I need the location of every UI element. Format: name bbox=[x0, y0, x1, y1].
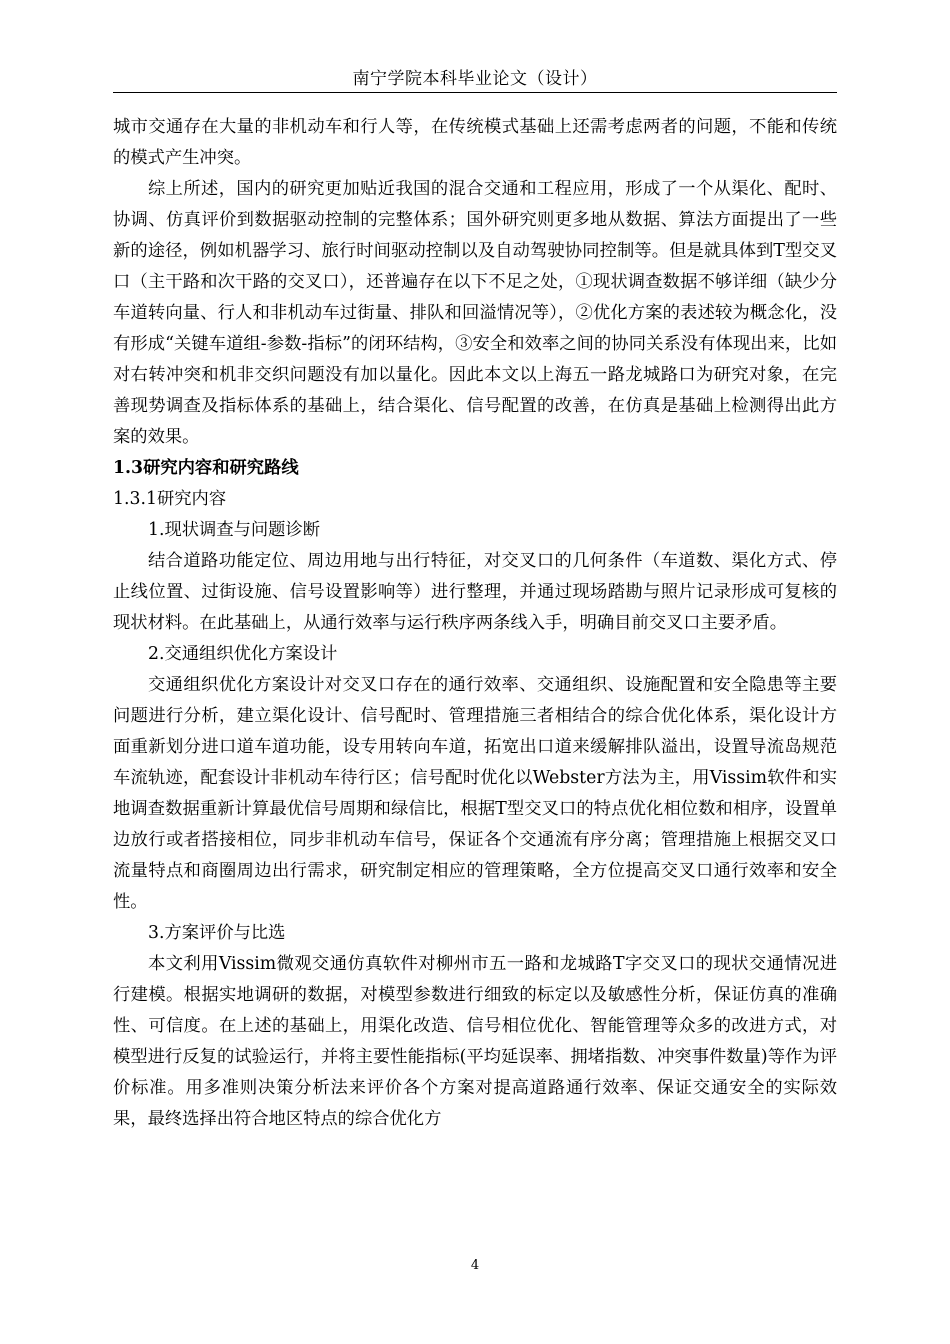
page-header-title: 南宁学院本科毕业论文（设计） bbox=[352, 69, 598, 89]
paragraph-design: 交通组织优化方案设计对交叉口存在的通行效率、交通组织、设施配置和安全隐患等主要问题进行分析，建立渠化设计、信号配时、管理措施三者相结合的综合优化体系，渠化设计方面重新划分进口道车道功能，设专用转向车道，拓宽出口道来缓解排队溢出，设置导流岛规范车流轨迹，配套设计非机动车待行区；信号配时优化以Webster方法为主，用Vissim软件和实地调查数据重新计算最优信号周期和绿信比，根据T型交叉口的特点优化相位数和相序，设置单边放行或者搭接相位，同步非机动车信号，保证各个交通流有序分离；管理措施上根据交叉口流量特点和商圈周边出行需求，研究制定相应的管理策略，全方位提高交叉口通行效率和安全性。 bbox=[113, 675, 837, 912]
main-body bbox=[113, 112, 837, 1135]
list-item-survey: 1.现状调查与问题诊断 bbox=[148, 520, 321, 540]
section-heading-1-3: 1.3研究内容和研究路线 bbox=[113, 458, 299, 478]
subsection-heading-1-3-1: 1.3.1研究内容 bbox=[113, 489, 227, 509]
paragraph-continued: 城市交通存在大量的非机动车和行人等，在传统模式基础上还需考虑两者的问题，不能和传统的模式产生冲突。 bbox=[113, 117, 837, 168]
paragraph-survey: 结合道路功能定位、周边用地与出行特征，对交叉口的几何条件（车道数、渠化方式、停止线位置、过街设施、信号设置影响等）进行整理，并通过现场踏勘与照片记录形成可复核的现状材料。在此基础上，从通行效率与运行秩序两条线入手，明确目前交叉口主要矛盾。 bbox=[113, 551, 837, 633]
paragraph-summary: 综上所述，国内的研究更加贴近我国的混合交通和工程应用，形成了一个从渠化、配时、协调、仿真评价到数据驱动控制的完整体系；国外研究则更多地从数据、算法方面提出了一些新的途径，例如机器学习、旅行时间驱动控制以及自动驾驶协同控制等。但是就具体到T型交叉口（主干路和次干路的交叉口），还普遍存在以下不足之处，①现状调查数据不够详细（缺少分车道转向量、行人和非机动车过街量、排队和回溢情况等），②优化方案的表述较为概念化，没有形成“关键车道组-参数-指标”的闭环结构，③安全和效率之间的协同关系没有体现出来，比如对右转冲突和机非交织问题没有加以量化。因此本文以上海五一路龙城路口为研究对象，在完善现势调查及指标体系的基础上，结合渠化、信号配置的改善，在仿真是基础上检测得出此方案的效果。 bbox=[113, 179, 837, 447]
paragraph-evaluation: 本文利用Vissim微观交通仿真软件对柳州市五一路和龙城路T字交叉口的现状交通情况进行建模。根据实地调研的数据，对模型参数进行细致的标定以及敏感性分析，保证仿真的准确性、可信度。在上述的基础上，用渠化改造、信号相位优化、智能管理等众多的改进方式，对模型进行反复的试验运行，并将主要性能指标(平均延误率、拥堵指数、冲突事件数量)等作为评价标准。用多准则决策分析法来评价各个方案对提高道路通行效率、保证交通安全的实际效果，最终选择出符合地区特点的综合优化方 bbox=[113, 954, 837, 1129]
page-number: 4 bbox=[470, 1258, 480, 1273]
header-divider bbox=[113, 92, 837, 93]
list-item-design: 2.交通组织优化方案设计 bbox=[148, 644, 338, 664]
list-item-evaluation: 3.方案评价与比选 bbox=[148, 923, 286, 943]
